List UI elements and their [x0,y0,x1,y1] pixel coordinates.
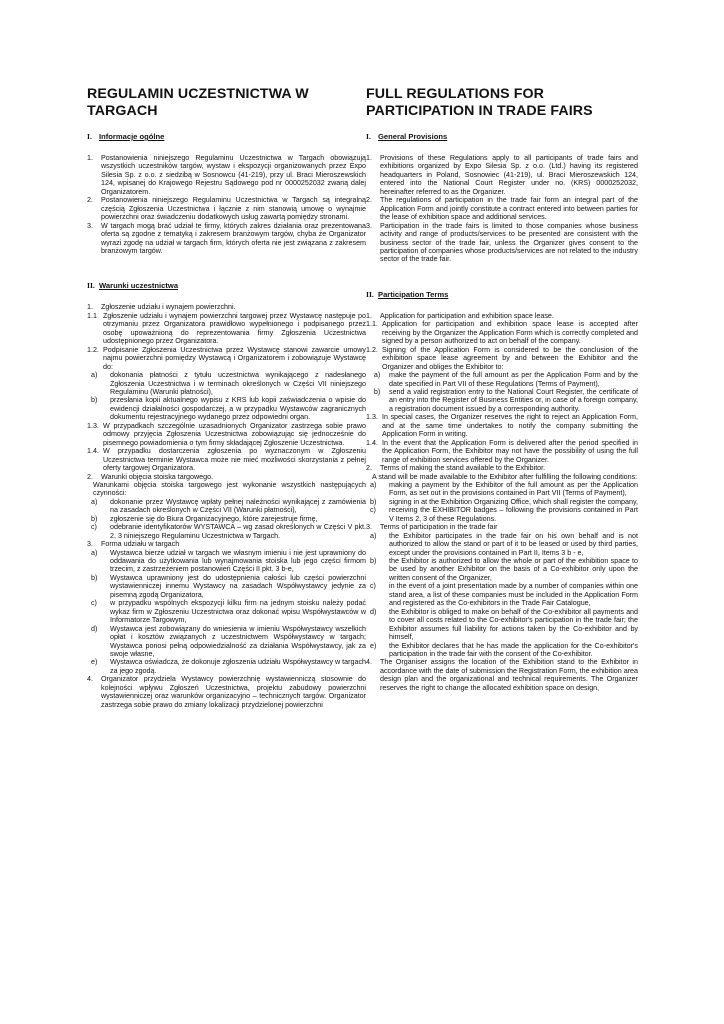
clause-text: Participation in the trade fairs is limited to those companies whose business activity and range of products/services to be presented are consistent with the business sector of the trade fair, unless the Organizer gives consent to the participation of companies whose products/services are not related to the industry sector of the trade fair. [380,221,638,264]
clause-item [366,312,638,320]
clause-text: w przypadku wspólnych ekspozycji kilku firm na jednym stoisku należy podać wykaz firm w Zgłoszeniu Uczestnictwa oraz dokonać wpisu Współwystawców w Informatorze Targowym, [110,599,366,625]
clause-item [87,371,366,396]
clause-text: Zgłoszenie udziału i wynajem powierzchni. [101,303,236,312]
clause-text: make the payment of the full amount as per the Application Form and by the date specified in Part VII of these Regulations (Terms of Payment), [389,371,638,388]
clause-text: odebranie identyfikatorów WYSTAWCA – wg zasad określonych w Części V pkt. 2, 3 niniejszego Regulaminu Uczestnictwa w Targach. [110,523,366,540]
clause-item [366,608,638,642]
clause-number: c) [366,506,376,515]
section-number: I. [87,132,92,141]
clause-number: 1.3. [366,413,378,422]
clause-item [366,473,638,481]
clause-text: Forma udziału w targach [101,540,180,549]
clause-text: the Exhibitor declares that he has made the application for the Co-exhibitor's participation in the trade fair with the consent of the Co-exhibitor. [389,641,638,659]
clause-number: 1.2. [366,345,378,354]
clause-text: the Exhibitor participates in the trade fair on his own behalf and is not authorized to allow the stand or part of it to be leased or used by third parties, except under the provisions contained in Part II, Items 3 b - e, [389,531,638,557]
clause-number: 2. [366,196,372,205]
clause-text: Terms of participation in the trade fair [380,523,498,532]
clause-number: 3. [366,221,372,230]
clause-text: Wystawca uprawniony jest do udostępnienia całości lub części powierzchni wystawienniczej innemu Wystawcy na zasadach Współwystawcy jedynie za pisemną zgodą Organizatora, [110,573,366,599]
clause-number: c) [87,599,97,608]
clause-text: Wystawca oświadcza, że dokonuje zgłoszenia udziału Współwystawcy w targach za jego zgodą. [110,658,366,675]
clause-item [87,346,366,371]
clause-text: Wystawca jest zobowiązany do wniesienia w imieniu Współwystawcy wszelkich opłat i kosztów związanych z uczestnictwem Współwystawcy w targach; Wystawca ponosi pełną odpowiedzialność za działania Współwystawcy, jak za swoje własne, [110,624,366,659]
section-title: Informacje ogólne [99,132,165,141]
clause-number: 2. [366,464,372,473]
clause-item [87,222,366,256]
clause-item [87,154,366,196]
clause-text: making a payment by the Exhibitor of the full amount as per the Application Form, as set out in the provisions contained in Part VII (Terms of Payment), [389,480,638,498]
clause-text: receiving the EXHIBITOR badges – following the provisions contained in Part V Items 2, 3 of these Regulations. [389,506,638,523]
clause-text: Warunkami objęcia stoiska targowego jest wykonanie wszystkich następujących czynności: [93,480,366,498]
clause-item [366,532,638,557]
clause-list [366,154,638,264]
clause-item [366,557,638,582]
clause-text: the Exhibitor is obliged to make on behalf of the Co-exhibitor all payments and to cover all costs related to the Co-exhibitor's participation in the trade fair; the Exhibitor assumes full liability for actions taken by the Co-exhibitor and by himself, [389,607,638,642]
clause-text: Zgłoszenie udziału i wynajem powierzchni targowej przez Wystawcę następuje po otrzymaniu przez Organizatora prawidłowo wypełnionego i podpisanego przez osobę upoważnioną do reprezentowania firmy Zgłoszenia Uczestnictwa udostępnionego przez Organizatora. [103,311,366,346]
english-column [366,86,638,692]
clause-item [366,481,638,498]
clause-item [366,320,638,345]
clause-number: e) [366,641,377,650]
clause-number: 1. [87,154,93,162]
section-title: General Provisions [378,132,448,141]
clause-number: 1.1. [366,320,378,329]
clause-text: In special cases, the Organizer reserves the right to reject an Application Form, and at the same time undertakes to notify the company submitting the Application Form in writing. [382,413,638,439]
clause-number: a) [366,480,377,489]
clause-item [366,439,638,464]
clause-item [366,582,638,607]
polish-column [87,86,366,709]
clause-number: d) [87,624,98,633]
clause-number: a) [87,548,98,557]
clause-number: 2. [87,196,93,205]
section-heading [366,290,638,300]
clause-item [87,523,366,540]
clause-text: in the event of a joint presentation made by a number of companies within one stand area, a list of these companies must be included in the Application Form and registered as the Co-exhibitors in the Trade Fair Catalogue, [389,582,638,608]
clause-text: send a valid registration entry to the National Court Register, the certificate of an entry into the Register of Business Entities or, in case of a foreign company, a registration document issued by a corresponding authority. [389,387,638,413]
clause-text: przesłania kopii aktualnego wypisu z KRS lub kopii zaświadczenia o wpisie do ewidencji działalności gospodarczej, a w przypadku Wystawców zagranicznych dokumentu rejestracyjnego wydanego przez odpowiedni organ. [110,396,366,422]
clause-text: A stand will be made available to the Exhibitor after fulfilling the following conditions: [372,472,638,481]
clause-text: zgłoszenie się do Biura Organizacyjnego, które zarejestruje firmę, [110,514,318,523]
clause-number: 1.3. [87,421,99,430]
clause-text: Warunki objęcia stoiska targowego. [101,472,214,481]
clause-number: 3. [366,523,372,532]
clause-item [366,154,638,196]
clause-item [87,549,366,574]
clause-item [366,658,638,692]
section-heading [87,281,366,291]
clause-text: W targach mogą brać udział te firmy, których zakres działania oraz prezentowana oferta są zgodne z tematyką i zakresem branżowym targów, chyba że Organizator wyrazi zgodę na udział w targach firm, których oferta nie jest związana z zakresem branżowym targów. [101,221,366,255]
clause-number: b) [87,514,98,523]
clause-text: signing in at the Exhibition Organizing Office, which shall register the company, [389,497,638,506]
clause-list [87,154,366,255]
clause-text: Podpisanie Zgłoszenia Uczestnictwa przez Wystawcę stanowi zawarcie umowy najmu powierzchni pomiędzy Wystawcą i Organizatorem i zobowiązuje Wystawcę do: [103,345,366,371]
clause-item [87,574,366,599]
clause-number: 1. [87,303,93,312]
clause-item [366,371,638,388]
clause-item [366,523,638,531]
clause-item [87,498,366,515]
clause-text: dokonania płatności z tytułu uczestnictwa wynikającego z nadesłanego Zgłoszenia Uczestnictwa i w terminach określonych w Części VII niniejszego Regulaminu (Warunki płatności), [110,371,366,396]
clause-number: 3. [87,221,93,230]
clause-text: Provisions of these Regulations apply to all participants of trade fairs and exhibitions organized by Expo Silesia Sp. z o.o. (Ltd.) having its registered headquarters in Poland, Sosnowiec (41-219), ul. Braci Mieroszewskich 124, entered into the National Court Register under no. (KRS) 0000252032, hereinafter referred to as the Organizer. [380,154,638,196]
clause-item [366,388,638,413]
clause-item [366,506,638,523]
sections-container [87,132,366,709]
clause-list [87,303,366,709]
clause-text: W przypadku dostarczenia zgłoszenia po wyznaczonym w Zgłoszeniu Uczestnictwa terminie Wystawca może nie mieć możliwości skorzystania z pełnej oferty targowej Organizatora. [103,447,366,473]
clause-item [87,625,366,659]
clause-number: a) [366,531,377,540]
section-number: II. [366,289,374,299]
clause-item [87,312,366,346]
page-title: REGULAMIN UCZESTNICTWA W TARGACH [87,86,309,119]
clause-text: dokonanie przez Wystawcę wpłaty pełnej należności wynikającej z zamówienia na zasadach określonych w Części VII (Warunki płatności), [110,497,366,515]
clause-number: 4. [87,675,93,684]
sections-container [366,132,638,692]
clause-text: The regulations of participation in the trade fair form an integral part of the Application Form and jointly constitute a contract entered into between parties for the lease of exhibition space and additional services. [380,196,638,222]
clause-text: Application for participation and exhibition space lease. [380,311,554,320]
page-title: FULL REGULATIONS FOR PARTICIPATION IN TRADE FAIRS [366,86,593,119]
clause-item [87,473,366,481]
clause-text: the Exhibitor is authorized to allow the whole or part of the exhibition space to be used by another Exhibitor on the basis of a Co-exhibitor only upon the written consent of the Organizer, [389,557,638,582]
section-heading [366,132,638,142]
clause-text: Wystawca bierze udział w targach we własnym imieniu i nie jest uprawniony do oddawania do użytkowania lub wynajmowania stoiska lub jego części firmom trzecim, z zastrzeżeniem postanowień Części II pkt. 3 b-e, [110,548,366,574]
clause-number: b) [366,497,377,506]
clause-text: Terms of making the stand available to the Exhibitor. [380,464,546,473]
clause-number: 1.4. [366,438,378,447]
clause-text: W przypadkach szczególnie uzasadnionych Organizator zastrzega sobie prawo odmowy przyjęcia Zgłoszenia Uczestnictwa zobowiązując się jednocześnie do pisemnego powiadomienia o tym firmy składającej Zgłoszenie Uczestnictwa. [103,421,366,447]
clause-text: Postanowienia niniejszego Regulaminu Uczestnictwa w Targach są integralną częścią Zgłoszenia Uczestnictwa i łącznie z nim stanowią umowę o wynajmie powierzchni oraz świadczeniu dodatkowych usług zawartą pomiędzy stronami. [101,196,366,222]
clause-list [366,312,638,692]
clause-number: 2. [87,472,93,481]
clause-item [366,413,638,438]
section-title: Participation Terms [378,289,449,299]
clause-number: b) [366,387,381,396]
clause-text: The Organiser assigns the location of the Exhibition stand to the Exhibitor in accordance with the date of submission the Registration Form, the exhibition area design plan and the organizational and technical requirements. The Organizer reserves the right to change the allocated exhibition space on design, [380,658,638,692]
clause-item [87,196,366,221]
clause-number: a) [87,371,98,380]
clause-number: 1.1 [87,311,97,320]
clause-item [366,498,638,506]
clause-number: b) [87,396,98,405]
clause-item [87,447,366,472]
clause-number: b) [366,557,377,566]
clause-number: e) [87,658,98,667]
clause-number: 1.2. [87,345,99,354]
clause-number: a) [366,371,381,380]
section-number: I. [366,132,371,141]
clause-item [87,675,366,709]
clause-number: 1. [366,154,372,162]
clause-number: 1. [366,311,372,320]
clause-number: d) [366,607,377,616]
clause-text: Signing of the Application Form is considered to be the conclusion of the exhibition space lease agreement by and between the Exhibitor and the Organizer and obliges the Exhibitor to: [382,345,638,371]
clause-number: 3. [87,540,93,549]
clause-item [366,464,638,472]
clause-item [87,481,366,498]
clause-item [366,196,638,221]
clause-item [87,599,366,624]
clause-number: a) [87,497,98,506]
clause-item [87,303,366,311]
clause-item [87,422,366,447]
clause-item [366,346,638,371]
clause-item [366,222,638,264]
clause-text: Organizator przydziela Wystawcy powierzchnię wystawienniczą stosownie do kolejności wpływu Zgłoszeń Uczestnictwa, projektu zabudowy powierzchni wystawienniczej oraz warunków organizacyjno – technicznych targów. Organizator zastrzega sobie prawo do zmiany lokalizacji przydzielonej powierzchni [101,675,366,709]
clause-text: Application for participation and exhibition space lease is accepted after receiving by the Organizer the Application Form which is correctly completed and signed by a person authorized to act on behalf of the company. [382,320,638,346]
clause-text: Postanowienia niniejszego Regulaminu Uczestnictwa w Targach obowiązują wszystkich uczestników targów, wystaw i ekspozycji organizowanych przez Expo Silesia Sp. z o.o. z siedzibą w Sosnowcu (41-219), przy ul. Braci Mieroszewskich 124, wpisanej do Krajowego Rejestru Sądowego pod nr 0000252032 zwaną dalej Organizatorem. [101,154,366,196]
clause-item [87,540,366,548]
clause-item [366,642,638,659]
section-title: Warunki uczestnictwa [99,281,179,291]
clause-number: 1.4. [87,447,99,456]
clause-number: 4. [366,658,372,667]
clause-item [87,396,366,421]
clause-text: In the event that the Application Form is delivered after the period specified in the Application Form, the Exhibitor may not have the possibility of using the full range of exhibition services offered by the Organizer. [382,438,638,464]
clause-number: c) [366,582,376,591]
clause-item [87,515,366,523]
section-number: II. [87,281,95,291]
clause-number: c) [87,523,97,532]
clause-item [87,658,366,675]
section-heading [87,132,366,142]
clause-number: b) [87,573,98,582]
